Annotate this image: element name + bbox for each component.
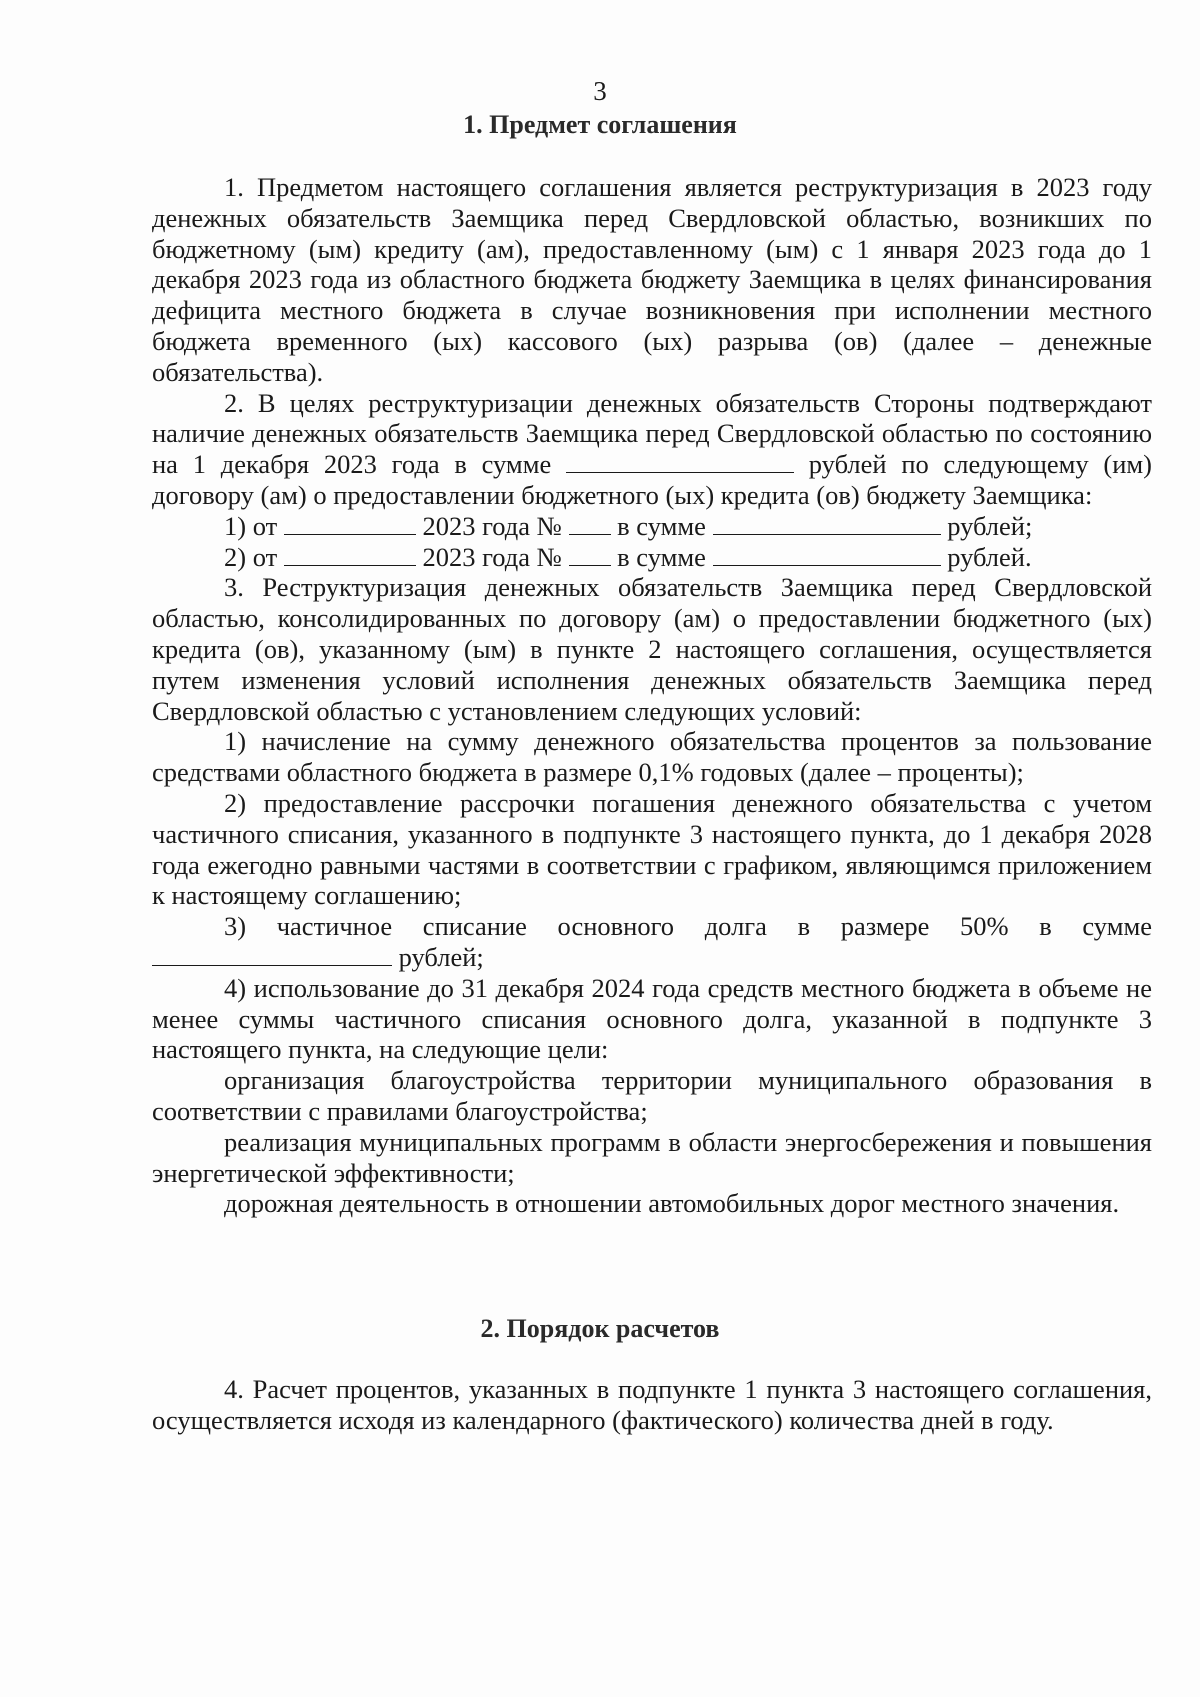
section-2-heading: 2. Порядок расчетов bbox=[480, 1314, 720, 1343]
subitem-3-text-b: рублей; bbox=[398, 941, 484, 972]
list-item-2-sum: в сумме bbox=[617, 541, 706, 572]
list-item-1-sum: в сумме bbox=[617, 510, 706, 541]
list-item-1 bbox=[152, 511, 1152, 542]
section-1-heading: 1. Предмет соглашения bbox=[463, 110, 737, 139]
subitem-1: 1) начисление на сумму денежного обязательства процентов за пользование средствами областного бюджета в размере 0,1% годовых (далее – проценты); bbox=[152, 726, 1152, 788]
paragraph-3: 3. Реструктуризация денежных обязательств Заемщика перед Свердловской областью, консолидированных по договору (ам) о предоставлении бюджетного (ых) кредита (ов), указанному (ым) в пункте 2 настоящего соглашения, осуществляется путем изменения условий исполнения денежных обязательств Заемщика перед Свердловской областью с установлением следующих условий: bbox=[152, 572, 1152, 726]
paragraph-2-text-a: 2. В целях реструктуризации денежных обязательств Стороны подтверждают наличие денежных обязательств Заемщика перед Свердловской областью по состоянию на 1 декабря 2023 года в сумме bbox=[152, 387, 1152, 480]
list-item-2-year-no: 2023 года № bbox=[422, 541, 562, 572]
page-number: 3 bbox=[593, 76, 607, 106]
paragraph-4: 4. Расчет процентов, указанных в подпункте 1 пункта 3 настоящего соглашения, осуществляется исходя из календарного (фактического) количества дней в году. bbox=[152, 1374, 1152, 1435]
number-blank-1 bbox=[569, 512, 611, 535]
goal-2: реализация муниципальных программ в области энергосбережения и повышения энергетической эффективности; bbox=[152, 1126, 1152, 1188]
subitem-4: 4) использование до 31 декабря 2024 года средств местного бюджета в объеме не менее суммы частичного списания основного долга, указанной в подпункте 3 настоящего пункта, на следующие цели: bbox=[152, 972, 1152, 1065]
list-item-2 bbox=[152, 542, 1152, 573]
goal-3: дорожная деятельность в отношении автомобильных дорог местного значения. bbox=[224, 1188, 1120, 1219]
sum-blank-1 bbox=[713, 512, 941, 535]
subitem-2: 2) предоставление рассрочки погашения денежного обязательства с учетом частичного списания, указанного в подпункте 3 настоящего пункта, до 1 декабря 2028 года ежегодно равными частями в соответствии с графиком, являющимся приложением к настоящему соглашению; bbox=[152, 787, 1152, 911]
subitem-3 bbox=[152, 911, 1152, 973]
list-item-1-rubles: рублей; bbox=[947, 510, 1033, 541]
section-2-body bbox=[152, 1374, 1152, 1436]
section-1-body bbox=[152, 172, 1152, 1219]
number-blank-2 bbox=[569, 543, 611, 566]
date-blank-1 bbox=[284, 512, 416, 535]
list-item-1-from: 1) от bbox=[224, 510, 278, 541]
goal-1: организация благоустройства территории муниципального образования в соответствии с правилами благоустройства; bbox=[152, 1065, 1152, 1126]
list-item-2-from: 2) от bbox=[224, 541, 278, 572]
paragraph-2 bbox=[152, 388, 1152, 511]
sum-blank-2 bbox=[713, 543, 941, 566]
paragraph-1: 1. Предметом настоящего соглашения является реструктуризация в 2023 году денежных обязательств Заемщика перед Свердловской областью, возникших по бюджетному (ым) кредиту (ам), предоставленному (ым) с 1 января 2023 года до 1 декабря 2023 года из областного бюджета бюджету Заемщика в целях финансирования дефицита местного бюджета в случае возникновения при исполнении местного бюджета временного (ых) кассового (ых) разрыва (ов) (далее – денежные обязательства). bbox=[152, 172, 1152, 387]
amount-blank bbox=[566, 450, 794, 473]
date-blank-2 bbox=[284, 543, 416, 566]
writeoff-sum-blank bbox=[152, 943, 392, 966]
list-item-2-rubles: рублей. bbox=[947, 541, 1032, 572]
list-item-1-year-no: 2023 года № bbox=[422, 510, 562, 541]
paragraph-2-text-b: рублей по следующему (им) договору (ам) о предоставлении бюджетного (ых) кредита (ов) бюджету Заемщика: bbox=[152, 449, 1152, 510]
subitem-3-text-a: 3) частичное списание основного долга в размере 50% в сумме bbox=[224, 911, 1152, 942]
